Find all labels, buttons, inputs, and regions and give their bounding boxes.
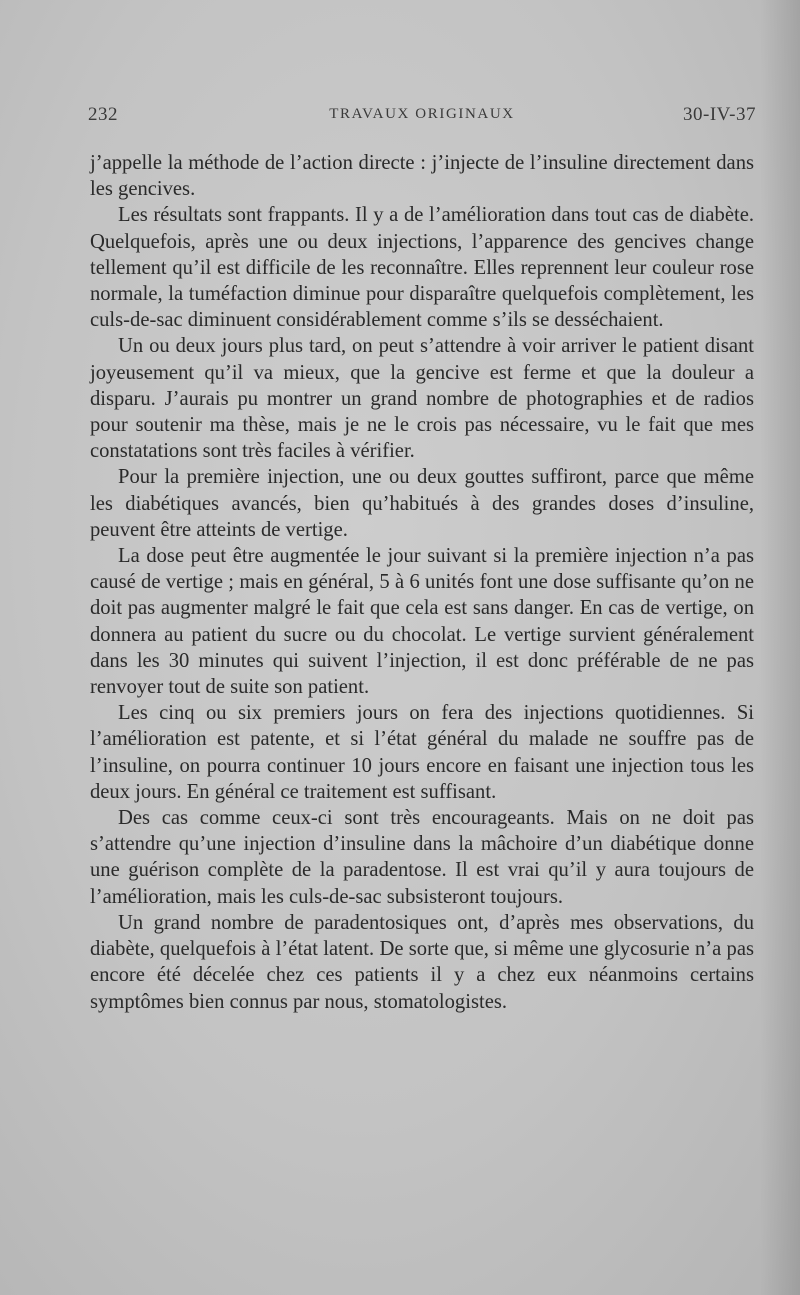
paragraph: Un ou deux jours plus tard, on peut s’attendre à voir arriver le patient disant joyeusement qu’il va mieux, que la gencive est ferme et que la douleur a disparu. J’aurais pu montrer un grand nombre de photographies et de radios pour soutenir ma thèse, mais je ne le crois pas nécessaire, vu le fait que mes constatations sont très faciles à vérifier. xyxy=(90,335,754,463)
paragraph: j’appelle la méthode de l’action directe : j’injecte de l’insuline directement dans les gencives. xyxy=(90,152,754,201)
page-header xyxy=(88,104,756,134)
paragraph: La dose peut être augmentée le jour suivant si la première injection n’a pas causé de vertige ; mais en général, 5 à 6 unités font une dose suffisante qu’on ne doit pas augmenter malgré le fait que cela est sans danger. En cas de vertige, on donnera au patient du sucre ou du chocolat. Le vertige survient généralement dans les 30 minutes qui suivent l’injection, il est donc préférable de ne pas renvoyer tout de suite son patient. xyxy=(90,545,754,699)
article-body xyxy=(90,150,754,1015)
paragraph: Des cas comme ceux-ci sont très encourageants. Mais on ne doit pas s’attendre qu’une injection d’insuline dans la mâchoire d’un diabétique donne une guérison complète de la paradentose. Il est vrai qu’il y aura toujours de l’amélioration, mais les culs-de-sac subsisteront toujours. xyxy=(90,807,754,908)
page-number: 232 xyxy=(88,104,118,125)
paragraph: Les cinq ou six premiers jours on fera des injections quotidiennes. Si l’amélioration est patente, et si l’état général du malade ne souffre pas de l’insuline, on pourra continuer 10 jours encore en faisant une injection tous les deux jours. En général ce traitement est suffisant. xyxy=(90,702,754,803)
page-edge-shadow xyxy=(760,0,800,1295)
issue-date: 30-IV-37 xyxy=(683,104,756,125)
running-title: TRAVAUX ORIGINAUX xyxy=(329,106,515,122)
paragraph: Les résultats sont frappants. Il y a de l’amélioration dans tout cas de diabète. Quelquefois, après une ou deux injections, l’apparence des gencives change tellement qu’il est difficile de les reconnaître. Elles reprennent leur couleur rose normale, la tuméfaction diminue pour disparaître quelquefois complètement, les culs-de-sac diminuent considérablement comme s’ils se desséchaient. xyxy=(90,204,754,332)
paragraph: Un grand nombre de paradentosiques ont, d’après mes observations, du diabète, quelquefois à l’état latent. De sorte que, si même une glycosurie n’a pas encore été décelée chez ces patients il y a chez eux néanmoins certains symptômes bien connus par nous, stomatologistes. xyxy=(90,911,754,1013)
paragraph: Pour la première injection, une ou deux gouttes suffiront, parce que même les diabétiques avancés, bien qu’habitués à des grandes doses d’insuline, peuvent être atteints de vertige. xyxy=(90,466,754,541)
